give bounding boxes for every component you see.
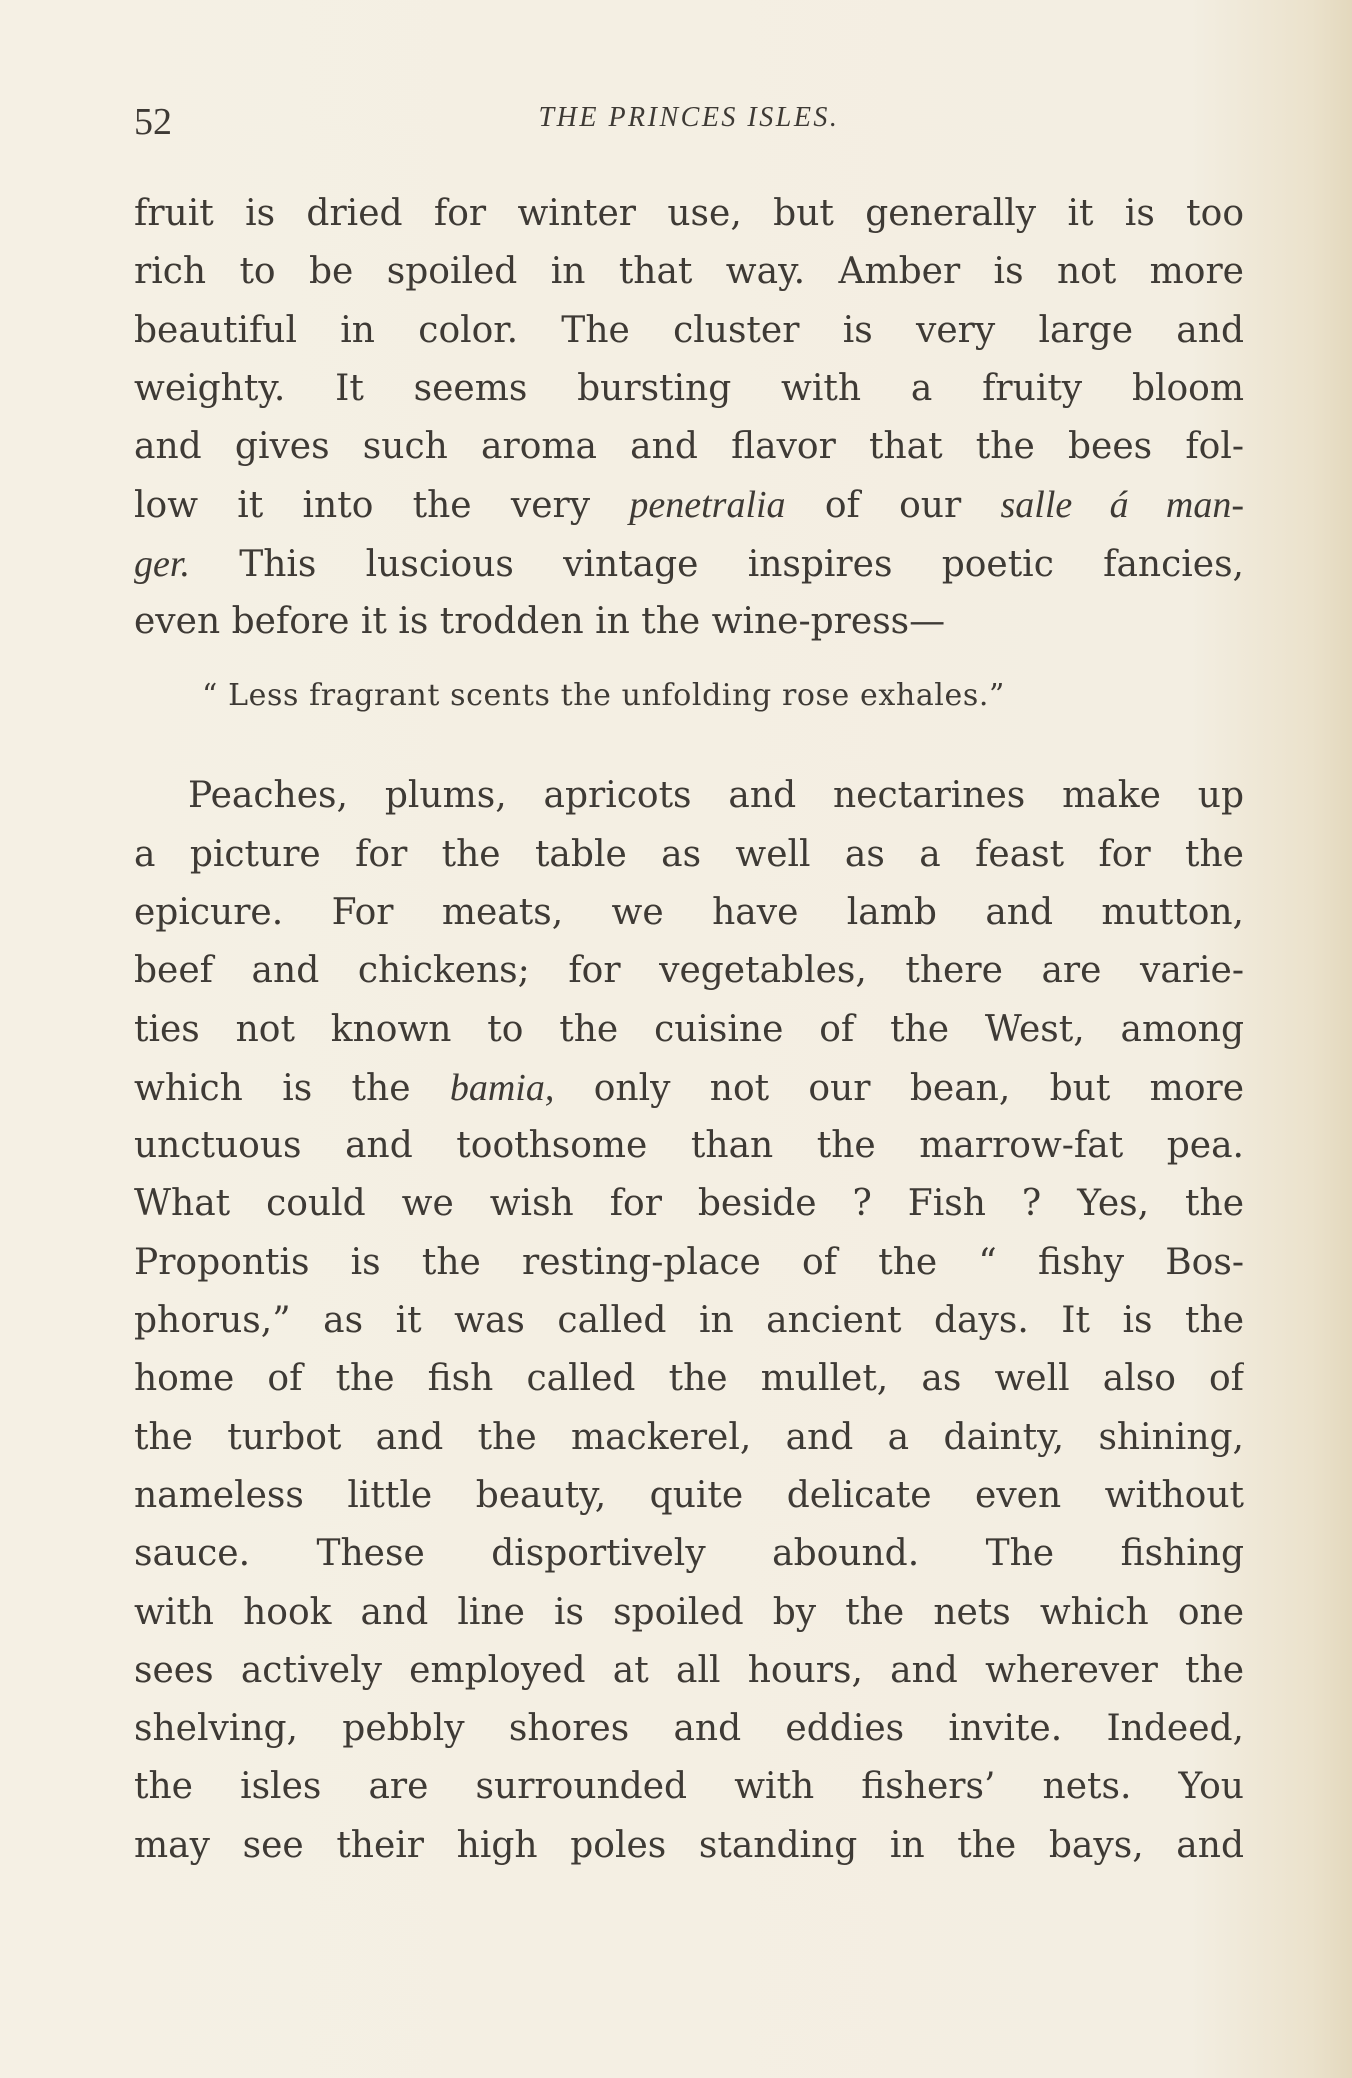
- italic-term: ger.: [134, 542, 190, 585]
- italic-term: bamia,: [449, 1066, 555, 1109]
- text-line: What could we wish for beside ? Fish ? Yes, the: [134, 1183, 1244, 1225]
- quotation: “ Less fragrant scents the unfolding rose exhales.”: [202, 678, 1005, 714]
- italic-term: penetralia: [629, 484, 786, 527]
- text-line: [134, 1059, 1244, 1117]
- text-line: beautiful in color. The cluster is very large and: [134, 309, 1244, 351]
- text-line: sees actively employed at all hours, and wherever the: [134, 1649, 1244, 1691]
- text-line: [134, 535, 1244, 593]
- text-line: with hook and line is spoiled by the nets which one: [134, 1591, 1244, 1633]
- text-line: rich to be spoiled in that way. Amber is not more: [134, 251, 1244, 293]
- text-segment: of our: [785, 485, 1001, 527]
- page-number: 52: [134, 101, 172, 143]
- text-line: [134, 476, 1244, 534]
- text-line: Peaches, plums, apricots and nectarines make up: [188, 775, 1244, 817]
- text-segment: only not our bean, but more: [554, 1067, 1244, 1109]
- text-segment: low it into the very: [134, 485, 630, 527]
- text-line: phorus,” as it was called in ancient days. It is the: [134, 1300, 1244, 1342]
- text-line: home of the fish called the mullet, as well also of: [134, 1358, 1244, 1400]
- text-line: nameless little beauty, quite delicate even without: [134, 1474, 1244, 1516]
- text-line: the turbot and the mackerel, and a dainty, shining,: [134, 1416, 1244, 1458]
- text-line: fruit is dried for winter use, but generally it is too: [134, 193, 1244, 234]
- text-segment: which is the: [134, 1067, 450, 1109]
- text-line: ties not known to the cuisine of the West, among: [134, 1008, 1244, 1050]
- running-head: [134, 96, 1244, 146]
- text-segment: This luscious vintage inspires poetic fancies,: [189, 543, 1244, 585]
- text-line: may see their high poles standing in the bays, and: [134, 1824, 1244, 1866]
- text-line: beef and chickens; for vegetables, there are varie-: [134, 950, 1244, 992]
- italic-term: salle á man-: [1000, 484, 1244, 527]
- text-line: and gives such aroma and flavor that the bees fol-: [134, 426, 1244, 468]
- text-line: the isles are surrounded with fishers’ nets. You: [134, 1766, 1244, 1808]
- text-line: Propontis is the resting-place of the “ fishy Bos-: [134, 1241, 1244, 1283]
- body-text: [134, 185, 1244, 1875]
- text-line: sauce. These disportively abound. The fishing: [134, 1533, 1244, 1575]
- text-line: weighty. It seems bursting with a fruity bloom: [134, 367, 1244, 409]
- text-line: unctuous and toothsome than the marrow-fat pea.: [134, 1125, 1244, 1167]
- text-line: shelving, pebbly shores and eddies invite. Indeed,: [134, 1708, 1244, 1750]
- running-title: THE PRINCES ISLES.: [538, 102, 840, 133]
- paragraph-gap: [134, 721, 1244, 767]
- text-line: epicure. For meats, we have lamb and mutton,: [134, 891, 1244, 933]
- text-line: a picture for the table as well as a feast for the: [134, 833, 1244, 875]
- text-line: even before it is trodden in the wine-press—: [134, 601, 946, 643]
